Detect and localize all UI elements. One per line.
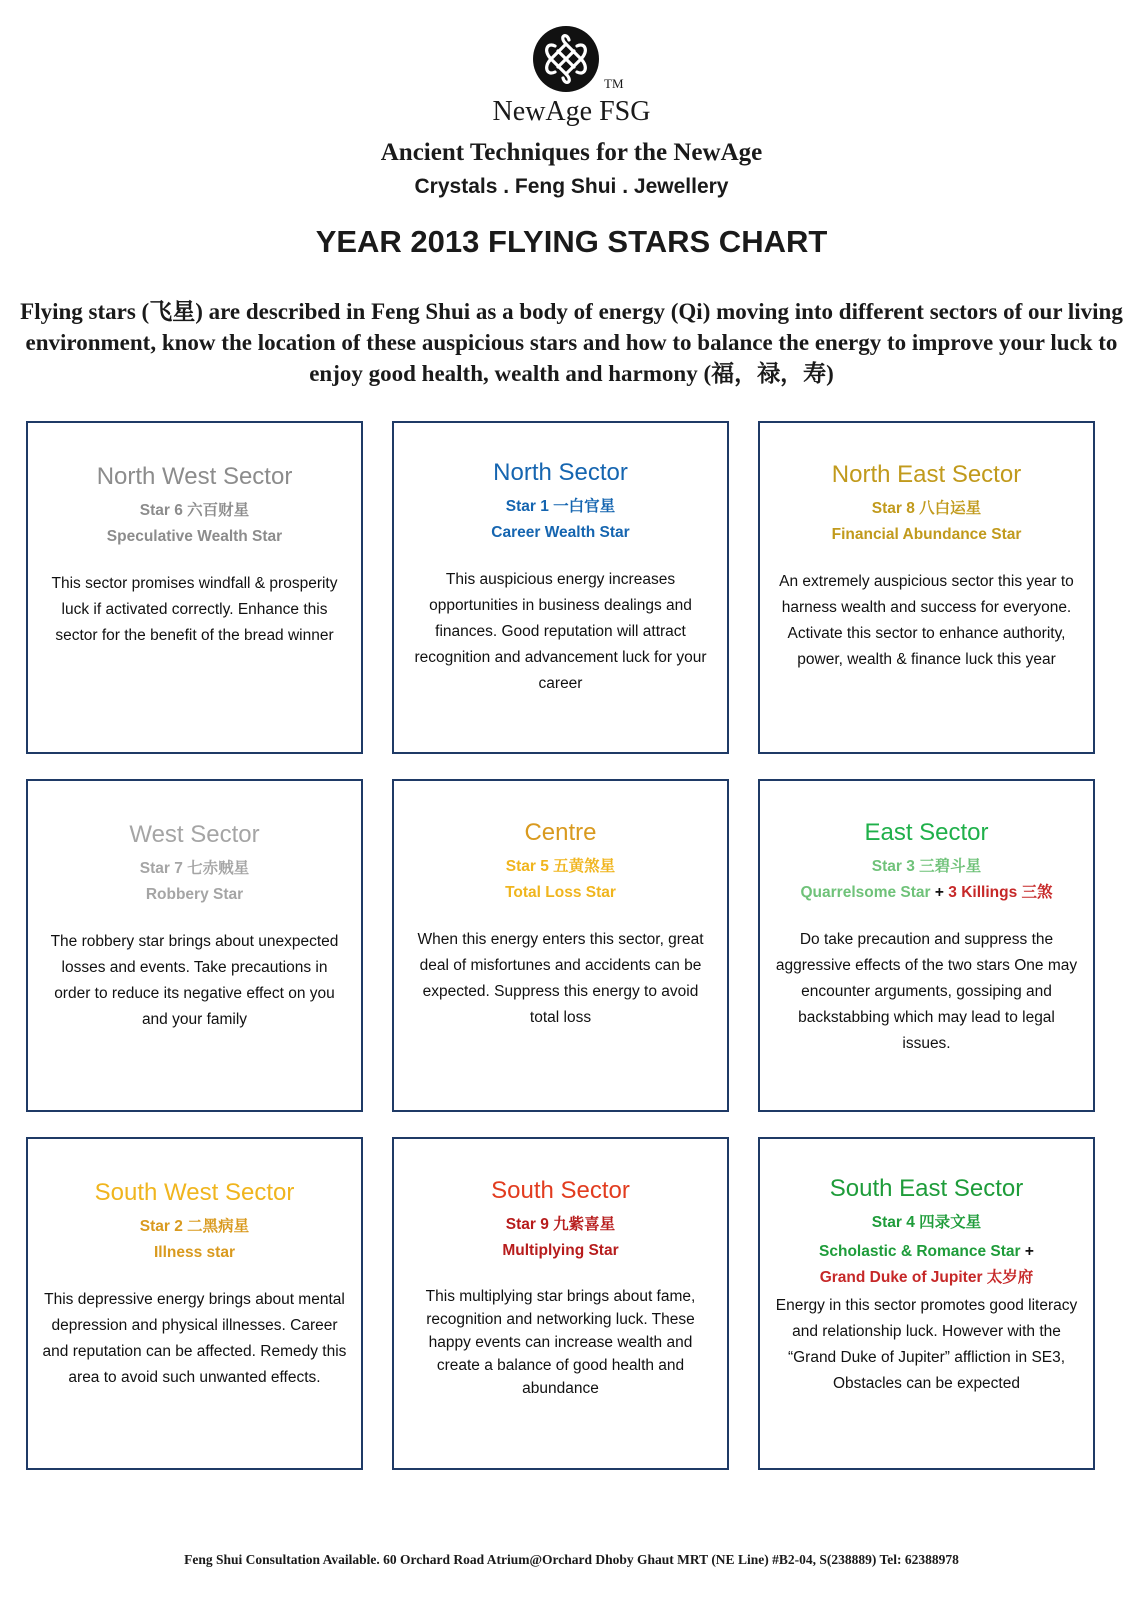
sector-description: Energy in this sector promotes good literacy and relationship luck. However with the “Grand Duke of Jupiter” affliction in SE3, Obstacles can be expected [775, 1297, 1078, 1392]
sector-star: Star 5 五黄煞星 [505, 858, 616, 875]
sector-star: Star 9 九紫喜星 [505, 1216, 616, 1233]
sector-role [760, 1239, 1093, 1291]
sector-role: Career Wealth Star [491, 524, 630, 541]
sector-name: South West Sector [94, 1179, 295, 1206]
sector-role: Multiplying Star [502, 1242, 619, 1259]
sector-description: When this energy enters this sector, great deal of misfortunes and accidents can be expected. Suppress this energy to avoid total loss [417, 931, 704, 1026]
sector-name: South East Sector [829, 1175, 1024, 1202]
sector-description: This multiplying star brings about fame, recognition and networking luck. These happy events can increase wealth and create a balance of good health and abundance [425, 1288, 696, 1397]
sector-box-centre [392, 779, 729, 1112]
sector-description: This sector promises windfall & prosperity luck if activated correctly. Enhance this sector for the benefit of the bread winner [51, 575, 338, 644]
sector-box-north-east [758, 421, 1095, 754]
sector-name: North Sector [493, 459, 628, 486]
sector-role: Speculative Wealth Star [106, 528, 283, 545]
sector-star: Star 8 八白运星 [871, 500, 982, 517]
sector-star: Star 4 四录文星 [871, 1214, 982, 1231]
sector-description: This depressive energy brings about mental depression and physical illnesses. Career and reputation can be affected. Remedy this area to avoid such unwanted effects. [42, 1291, 347, 1386]
sector-role: Robbery Star [145, 886, 244, 903]
sector-box-south-east [758, 1137, 1095, 1470]
sector-star: Star 7 七赤贼星 [139, 860, 250, 877]
sector-role-secondary: 3 Killings 三煞 [948, 884, 1053, 901]
page-title: YEAR 2013 FLYING STARS CHART [315, 224, 828, 259]
sector-star: Star 2 二黑病星 [139, 1218, 250, 1235]
sector-box-north [392, 421, 729, 754]
intro-paragraph: Flying stars (飞星) are described in Feng Shui as a body of energy (Qi) moving into different sectors of our living environment, know the location of these auspicious stars and how to balance the energy to improve your luck to enjoy good health, wealth and harmony (福，禄，寿) [20, 299, 1123, 386]
sector-description: An extremely auspicious sector this year to harness wealth and success for everyone. Activate this sector to enhance authority, power, wealth & finance luck this year [779, 573, 1074, 668]
sector-box-north-west [26, 421, 363, 754]
footer-contact: Feng Shui Consultation Available. 60 Orchard Road Atrium@Orchard Dhoby Ghaut MRT (NE Line) #B2-04, S(238889) Tel: 62388978 [184, 1552, 959, 1567]
sector-star: Star 3 三碧斗星 [871, 858, 982, 875]
sector-box-south [392, 1137, 729, 1470]
sector-role: Total Loss Star [505, 884, 616, 901]
knot-logo-icon [531, 24, 601, 94]
sector-role: Illness star [154, 1244, 235, 1261]
sector-role-plus: + [934, 884, 944, 901]
brand-name: NewAge FSG [492, 96, 651, 127]
sector-name: South Sector [491, 1177, 630, 1204]
sector-role-plus: + [1024, 1243, 1034, 1260]
sector-name: North West Sector [96, 463, 293, 490]
sector-role-secondary: Grand Duke of Jupiter 太岁府 [819, 1269, 1034, 1286]
sector-description: Do take precaution and suppress the aggressive effects of the two stars One may encounter arguments, gossiping and backstabbing which may lead to legal issues. [775, 931, 1078, 1052]
tagline: Ancient Techniques for the NewAge [380, 139, 763, 166]
sector-box-south-west [26, 1137, 363, 1470]
sector-box-east [758, 779, 1095, 1112]
sector-star: Star 6 六百财星 [139, 502, 250, 519]
sector-name: Centre [524, 819, 597, 846]
sector-name: East Sector [864, 819, 989, 846]
sector-name: North East Sector [831, 461, 1022, 488]
sector-name: West Sector [129, 821, 260, 848]
sector-star: Star 1 一白官星 [505, 498, 616, 515]
sector-role [760, 883, 1093, 903]
sub-tagline: Crystals . Feng Shui . Jewellery [414, 175, 729, 198]
sector-role-primary: Quarrelsome Star [800, 884, 931, 901]
trademark-mark: TM [604, 76, 624, 91]
sector-role-primary: Scholastic & Romance Star [819, 1243, 1021, 1260]
sector-description: The robbery star brings about unexpected losses and events. Take precautions in order to reduce its negative effect on you and your family [50, 933, 339, 1028]
sector-description: This auspicious energy increases opportunities in business dealings and finances. Good reputation will attract recognition and advancement luck for your career [414, 571, 707, 692]
sector-box-west [26, 779, 363, 1112]
sector-role: Financial Abundance Star [831, 526, 1022, 543]
